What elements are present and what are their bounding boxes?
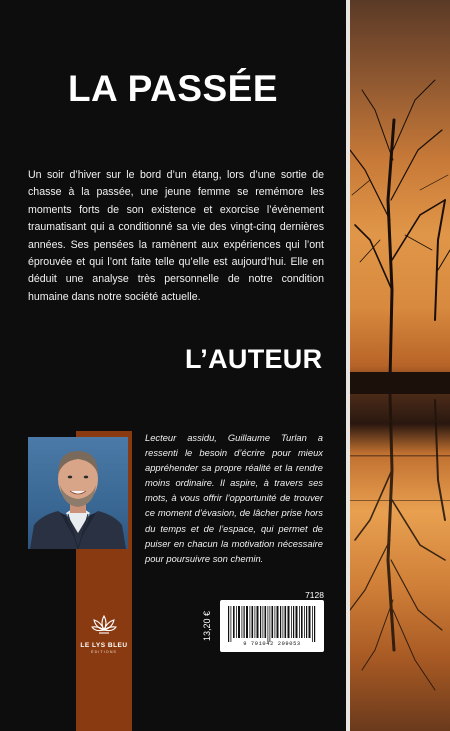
author-portrait — [28, 437, 128, 549]
barcode-number: 9 791042 209053 — [243, 641, 301, 647]
author-photo — [28, 437, 128, 549]
publisher-subtitle: ÉDITIONS — [91, 650, 117, 654]
lotus-icon — [91, 614, 117, 636]
book-synopsis: Un soir d’hiver sur le bord d’un étang, lors d’une sortie de chasse à la passée, une jeune femme se remémore les moments forts de son existence et exorcise l’évènement traumatisant qui a conditionné sa vie des vingt-cinq dernières années. Ses pensées la ramènent aux expériences qui l’ont éprouvée et qui l’ont faite telle qu’elle est aujourd’hui. Elle en déduit une analyse très personnelle de notre condition humaine dans notre société actuelle. — [28, 169, 324, 303]
cover-photo-strip — [350, 0, 450, 731]
publisher-logo — [76, 614, 132, 654]
publisher-name: LE LYS BLEU — [80, 642, 128, 649]
tree-reflection-image — [350, 0, 450, 731]
book-title: LA PASSÉE — [67, 68, 279, 109]
author-bio: Lecteur assidu, Guillaume Turlan a ressenti le besoin d’écrire pour mieux appréhender sa propre réalité et la rendre moins ordinaire. Il aspire, à travers ses mots, à vous offrir l’opportunité de trouver ce moment d’évasion, de lâcher prise hors du temps et de l’espace, qui permet de puiser en chacun la motivation nécessaire pour poursuivre son chemin. — [145, 432, 323, 564]
author-heading: L’AUTEUR — [185, 344, 323, 374]
price-label: 13,20 € — [202, 610, 212, 641]
product-code: 7128 — [305, 590, 324, 600]
